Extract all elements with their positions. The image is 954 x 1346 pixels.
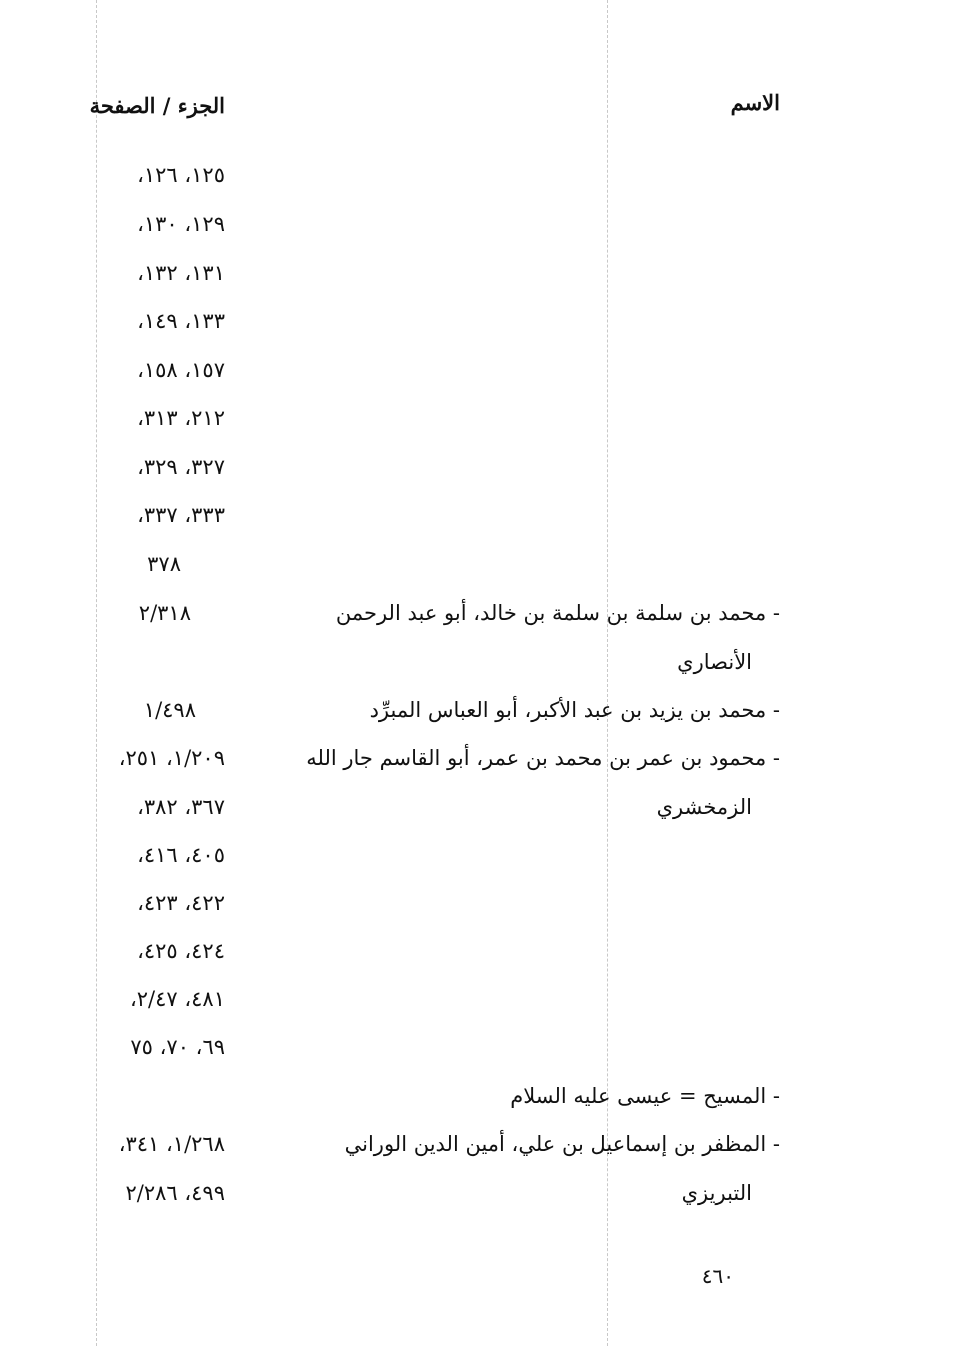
page-ref-line: ١٢٩، ١٣٠، <box>137 212 225 236</box>
page-ref-line: ٣٢٧، ٣٢٩، <box>137 455 225 479</box>
page-number: ٤٦٠ <box>701 1264 734 1288</box>
index-entry-pages: ٣٦٧، ٣٨٢، <box>137 795 225 819</box>
index-entry-name: - محمد بن سلمة بن سلمة بن خالد، أبو عبد الرحمن <box>335 601 780 625</box>
page-ref-line: ١٢٥، ١٢٦، <box>137 163 225 187</box>
index-entry-name-continued: الزمخشري <box>656 795 752 819</box>
scan-fold-line <box>96 0 97 1346</box>
index-entry-pages: ١/٢٠٩، ٢٥١، <box>118 746 225 770</box>
index-entry-pages: ٤٢٤، ٤٢٥، <box>137 939 225 963</box>
page-ref-line: ٣٧٨ <box>147 552 181 576</box>
index-entry-pages: ١/٤٩٨ <box>143 698 196 722</box>
page-ref-line: ١٣١، ١٣٢، <box>137 261 225 285</box>
pages-column-header: الجزء / الصفحة <box>89 93 225 118</box>
index-entry-pages: ٤٩٩، ٢/٢٨٦ <box>125 1181 225 1205</box>
name-column-header: الاسم <box>730 90 780 115</box>
index-entry-name: - المظفر بن إسماعيل بن علي، أمين الدين الوراني <box>344 1132 780 1156</box>
page-ref-line: ١٣٣، ١٤٩، <box>137 309 225 333</box>
index-entry-name: - المسيح = عيسى عليه السلام <box>510 1084 780 1108</box>
index-entry-name: - محمد بن يزيد بن عبد الأكبر، أبو العباس المبرِّد <box>369 698 780 722</box>
index-entry-name-continued: التبريزي <box>681 1181 752 1205</box>
index-entry-pages: ٤٢٢، ٤٢٣، <box>137 891 225 915</box>
index-entry-pages: ١/٢٦٨، ٣٤١، <box>118 1132 225 1156</box>
index-entry-pages: ٢/٣١٨ <box>138 601 191 625</box>
page-ref-line: ٣٣٣، ٣٣٧، <box>137 503 225 527</box>
index-entry-pages: ٤٨١، ٢/٤٧، <box>130 987 225 1011</box>
page-ref-line: ٢١٢، ٣١٣، <box>137 406 225 430</box>
page-ref-line: ١٥٧، ١٥٨، <box>137 358 225 382</box>
index-entry-pages: ٤٠٥، ٤١٦، <box>137 843 225 867</box>
index-entry-name: - محمود بن عمر بن محمد بن عمر، أبو القاسم جار الله <box>306 746 780 770</box>
index-entry-name-continued: الأنصاري <box>677 650 752 674</box>
index-entry-pages: ٦٩، ٧٠، ٧٥ <box>130 1035 225 1059</box>
